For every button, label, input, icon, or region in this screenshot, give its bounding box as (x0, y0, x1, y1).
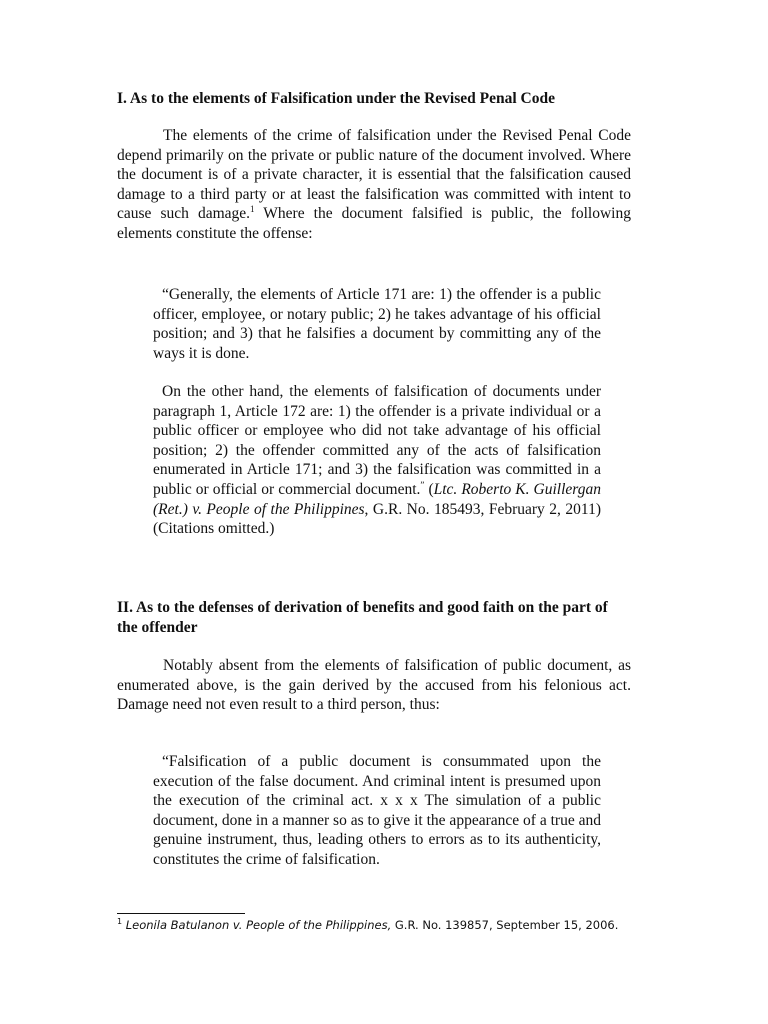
section-1-paragraph (117, 126, 631, 244)
footnote-reference[interactable]: 1 (250, 204, 255, 215)
quote-close-mark: ” (420, 479, 425, 490)
citation-open-paren: ( (428, 480, 434, 498)
quote-consummation (153, 752, 601, 870)
quote-article-172 (153, 382, 601, 539)
section-1-paragraph-continuation: Where the document falsified is public, the following elements constitute the offense: (117, 205, 631, 242)
section-2-paragraph (117, 656, 631, 715)
section-2-heading: II. As to the defenses of derivation of benefits and good faith on the part of the offender (117, 599, 608, 636)
quote-article-171 (153, 285, 601, 363)
footnote-separator (117, 913, 245, 914)
footnote-case-name: Leonila Batulanon v. People of the Philippines, (125, 918, 392, 932)
section-1-paragraph-text: The elements of the crime of falsification under the Revised Penal Code depend primarily on the private or public nature of the document involved. Where the document is of a private character, it is essential that the falsification caused damage to a third party or at least the falsification was committed with intent to cause such damage. (117, 127, 631, 223)
quote-consummation-text: “Falsification of a public document is consummated upon the execution of the false document. And criminal intent is presumed upon the execution of the criminal act. x x x The simulation of a public document, done in a manner so as to give it the appearance of a true and genuine instrument, thus, leading others to errors as to its authenticity, constitutes the crime of falsification. (153, 753, 601, 868)
footnote-citation: G.R. No. 139857, September 15, 2006. (391, 918, 619, 932)
section-1-heading: I. As to the elements of Falsification under the Revised Penal Code (117, 90, 555, 107)
section-2-paragraph-text: Notably absent from the elements of falsification of public document, as enumerated above, is the gain derived by the accused from his felonious act. Damage need not even result to a third person, thus: (117, 657, 631, 714)
footnote (117, 917, 677, 933)
quote-article-172-text: On the other hand, the elements of falsification of documents under paragraph 1, Article 172 are: 1) the offender is a private individual or a public officer or employee who did not take advantage of his official position; 2) the offender committed any of the acts of falsification enumerated in Article 171; and 3) the falsification was committed in a public or official or commercial document. (153, 383, 601, 498)
quote-article-171-text: “Generally, the elements of Article 171 are: 1) the offender is a public officer, employee, or notary public; 2) he takes advantage of his official position; and 3) that he falsifies a document by committing any of the ways it is done. (153, 286, 601, 362)
case-citation: , G.R. No. 185493, February 2, 2011) (Citations omitted.) (153, 500, 602, 538)
footnote-number: 1 (117, 917, 123, 926)
case-name: Ltc. Roberto K. Guillergan (Ret.) v. People of the Philippines (153, 480, 602, 518)
